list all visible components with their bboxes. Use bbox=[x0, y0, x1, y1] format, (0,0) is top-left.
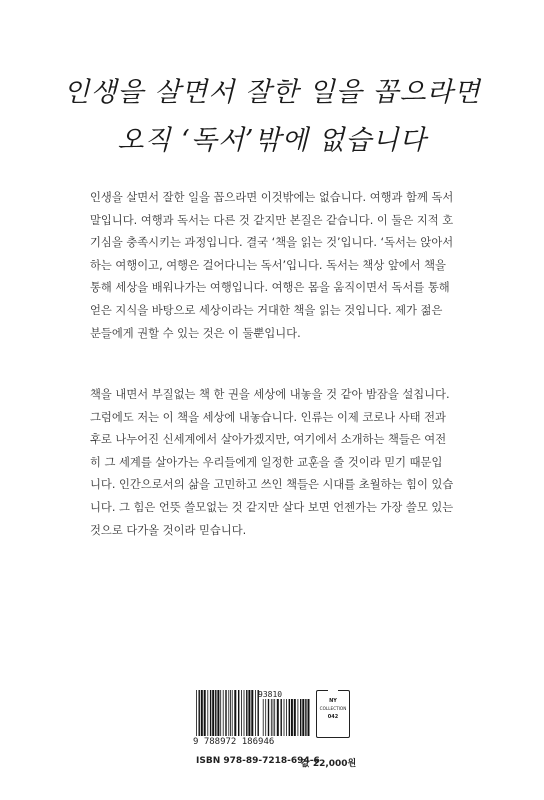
barcode-bar bbox=[263, 699, 264, 736]
barcode-bar bbox=[225, 690, 226, 736]
barcode-bar bbox=[286, 699, 287, 736]
barcode-bar bbox=[271, 699, 272, 736]
barcode-bar bbox=[246, 690, 247, 736]
barcode-bar bbox=[196, 690, 197, 736]
barcode-bar bbox=[274, 699, 275, 736]
barcode-bar bbox=[201, 690, 203, 736]
headline-line-1: 인생을 살면서 잘한 일을 꼽으라면 bbox=[63, 77, 481, 108]
publisher-logo bbox=[316, 690, 350, 738]
barcode-bar bbox=[291, 699, 293, 736]
barcode-bar bbox=[238, 690, 239, 736]
price: 값 22,000원 bbox=[301, 759, 357, 769]
isbn-number: ISBN 978-89-7218-694-6 bbox=[196, 756, 320, 766]
barcode-bar bbox=[302, 699, 304, 736]
barcode-addon-digits: 93810 bbox=[258, 690, 283, 699]
barcode-bar bbox=[281, 699, 282, 736]
barcode-bar bbox=[255, 690, 256, 736]
logo-text-1: NY bbox=[329, 698, 337, 704]
headline-line-2: 오직 ‘독서’밖에 없습니다 bbox=[117, 125, 427, 156]
logo-text-3: 042 bbox=[327, 714, 339, 720]
body-paragraph-2: 책을 내면서 부질없는 책 한 권을 세상에 내놓을 것 같아 밤잠을 설칩니다. 그럼에도 저는 이 책을 세상에 내놓습니다. 인류는 이제 코로나 사태 전과 후로 나누어진 신세계에서 살아가겠지만, 여기에서 소개하는 책들은 여전 히 그 세계를 살아가는 우리들에게 일정한 교훈을 줄 것이라 믿기 때문입 니다. 인간으로서의 삶을 고민하고 쓰인 책들은 시대를 초월하는 힘이 있습 니다. 그 힘은 언뜻 쓸모없는 것 같지만 살다 보면 언젠가는 가장 쓸모 있는 것으로 다가올 것이라 믿습니다. bbox=[90, 388, 454, 537]
barcode-bar bbox=[268, 699, 269, 736]
barcode-bar bbox=[241, 690, 242, 736]
barcode-bar bbox=[232, 690, 233, 736]
barcode-bar bbox=[294, 699, 296, 736]
barcode-bar bbox=[228, 690, 229, 736]
barcode-bar bbox=[305, 699, 306, 736]
barcode-bar bbox=[215, 690, 216, 736]
barcode-bar bbox=[230, 690, 231, 736]
logo-text-2: COLLECTION bbox=[319, 706, 347, 711]
barcode-bar bbox=[212, 690, 214, 736]
barcode-bar bbox=[199, 690, 200, 736]
barcode-bar bbox=[234, 690, 236, 736]
barcode-bar bbox=[244, 690, 245, 736]
barcode-bar bbox=[207, 690, 208, 736]
barcode-bar bbox=[217, 690, 219, 736]
barcode-bar bbox=[289, 699, 290, 736]
barcode-bars bbox=[194, 690, 312, 736]
barcode-bar bbox=[210, 690, 211, 736]
barcode-bar bbox=[223, 690, 224, 736]
barcode-bar bbox=[265, 699, 266, 736]
barcode-bar bbox=[308, 699, 310, 736]
barcode-bar bbox=[204, 690, 206, 736]
barcode-bar bbox=[277, 699, 279, 736]
barcode-bar bbox=[284, 699, 285, 736]
barcode-bar bbox=[251, 690, 253, 736]
body-paragraph-1: 인생을 살면서 잘한 일을 꼽으라면 이것밖에는 없습니다. 여행과 함께 독서 말입니다. 여행과 독서는 다른 것 같지만 본질은 같습니다. 이 둘은 지적 호 기심을 충족시키는 과정입니다. 결국 ‘책을 읽는 것’입니다. ‘독서는 앉아서 하는 여행이고, 여행은 걸어다니는 독서’입니다. 독서는 책상 앞에서 책을 통해 세상을 배워나가는 여행입니다. 여행은 몸을 움직이면서 독서를 통해 얻은 지식을 바탕으로 세상이라는 거대한 책을 읽는 것입니다. 제가 젊은 분들에게 권할 수 있는 것은 이 둘뿐입니다. bbox=[90, 191, 454, 340]
barcode-bar bbox=[300, 699, 301, 736]
barcode-bar bbox=[273, 699, 274, 736]
barcode-digits: 9 788972 186946 bbox=[193, 737, 275, 747]
barcode-bar bbox=[248, 690, 250, 736]
barcode-bar bbox=[298, 699, 299, 736]
barcode-bar bbox=[220, 690, 221, 736]
